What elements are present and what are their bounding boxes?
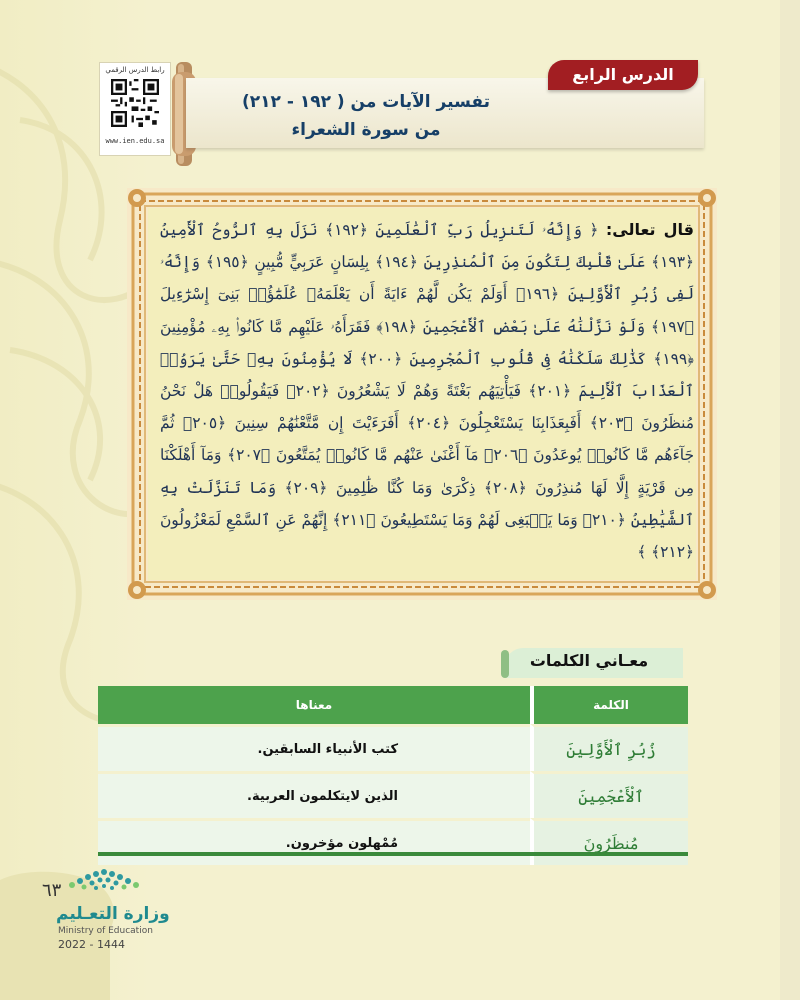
vocab-table	[98, 686, 688, 865]
vocab-title: معـاني الكلمات	[529, 651, 649, 670]
verse-body: ﴿ وَإِنَّهُۥ لَتَنزِيلُ رَبِّ ٱلْعَٰلَمِينَ ﴿١٩٢﴾ نَزَلَ بِهِ ٱلرُّوحُ ٱلْأَمِينُ ﴿١٩٣﴾ عَلَىٰ قَلْبِكَ لِتَكُونَ مِنَ ٱلْمُنذِرِينَ ﴿١٩٤﴾ بِلِسَانٍ عَرَبِيٍّ مُّبِينٍ ﴿١٩٥﴾ وَإِنَّهُۥ لَفِى زُبُرِ ٱلْأَوَّلِينَ ﴿١٩٦﴾ أَوَلَمْ يَكُن لَّهُمْ ءَايَةً أَن يَعْلَمَهُۥ عُلَمَٰٓؤُا۟ بَنِىٓ إِسْرَٰٓءِيلَ ﴿١٩٧﴾ وَلَوْ نَزَّلْنَٰهُ عَلَىٰ بَعْضِ ٱلْأَعْجَمِينَ ﴿١٩٨﴾ فَقَرَأَهُۥ عَلَيْهِم مَّا كَانُوا۟ بِهِۦ مُؤْمِنِينَ ﴿١٩٩﴾ كَذَٰلِكَ سَلَكْنَٰهُ فِى قُلُوبِ ٱلْمُجْرِمِينَ ﴿٢٠٠﴾ لَا يُؤْمِنُونَ بِهِۦ حَتَّىٰ يَرَوُا۟ ٱلْعَذَابَ ٱلْأَلِيمَ ﴿٢٠١﴾ فَيَأْتِيَهُم بَغْتَةً وَهُمْ لَا يَشْعُرُونَ ﴿٢٠٢﴾ فَيَقُولُوا۟ هَلْ نَحْنُ مُنظَرُونَ ﴿٢٠٣﴾ أَفَبِعَذَابِنَا يَسْتَعْجِلُونَ ﴿٢٠٤﴾ أَفَرَءَيْتَ إِن مَّتَّعْنَٰهُمْ سِنِينَ ﴿٢٠٥﴾ ثُمَّ جَآءَهُم مَّا كَانُوا۟ يُوعَدُونَ ﴿٢٠٦﴾ مَآ أَغْنَىٰ عَنْهُم مَّا كَانُوا۟ يُمَتَّعُونَ ﴿٢٠٧﴾ وَمَآ أَهْلَكْنَا مِن قَرْيَةٍ إِلَّا لَهَا مُنذِرُونَ ﴿٢٠٨﴾ ذِكْرَىٰ وَمَا كُنَّا ظَٰلِمِينَ ﴿٢٠٩﴾ وَمَا تَنَزَّلَتْ بِهِ ٱلشَّيَٰطِينُ ﴿٢١٠﴾ وَمَا يَنۢبَغِى لَهُمْ وَمَا يَسْتَطِيعُونَ ﴿٢١١﴾ إِنَّهُمْ عَنِ ٱلسَّمْعِ لَمَعْزُولُونَ ﴿٢١٢﴾ ﴾	[160, 221, 694, 562]
quran-verses	[160, 214, 694, 576]
vocab-meaning: كتب الأنبياء السابقين.	[98, 724, 530, 771]
table-bottom-rule	[98, 852, 688, 856]
vocab-word: ٱلْأَعْجَمِينَ	[530, 771, 688, 818]
lesson-title: تفسير الآيات من ( ١٩٢ - ٢١٢)	[241, 92, 490, 112]
vocab-meaning: الذين لايتكلمون العربية.	[98, 771, 530, 818]
qr-title: رابط الدرس الرقمي	[105, 66, 165, 74]
lesson-subtitle: من سورة الشعراء	[291, 120, 441, 140]
ministry-name-en: Ministry of Education	[58, 926, 153, 936]
vocab-word: مُنظَرُونَ	[530, 818, 688, 865]
digital-lesson-qr[interactable]	[99, 62, 171, 156]
page-number: ٦٣	[42, 880, 62, 901]
ministry-name: وزارة التعـليم	[56, 904, 170, 924]
table-row	[98, 724, 688, 771]
vocab-header-word: الكلمة	[530, 686, 688, 724]
qr-url[interactable]: www.ien.edu.sa	[105, 137, 165, 145]
verse-intro: قال تعالى:	[605, 220, 694, 239]
table-row	[98, 771, 688, 818]
lesson-badge: الدرس الرابع	[548, 60, 698, 90]
vocab-meaning: مُمْهلون مؤخرون.	[98, 818, 530, 865]
right-edge-strip	[780, 0, 800, 1000]
vocab-header-meaning: معناها	[98, 686, 530, 724]
table-row	[98, 818, 688, 865]
edition-year: 2022 - 1444	[58, 938, 125, 951]
vocab-word: زُبُرِ ٱلْأَوَّلِينَ	[530, 724, 688, 771]
qr-code-icon[interactable]	[111, 79, 159, 127]
